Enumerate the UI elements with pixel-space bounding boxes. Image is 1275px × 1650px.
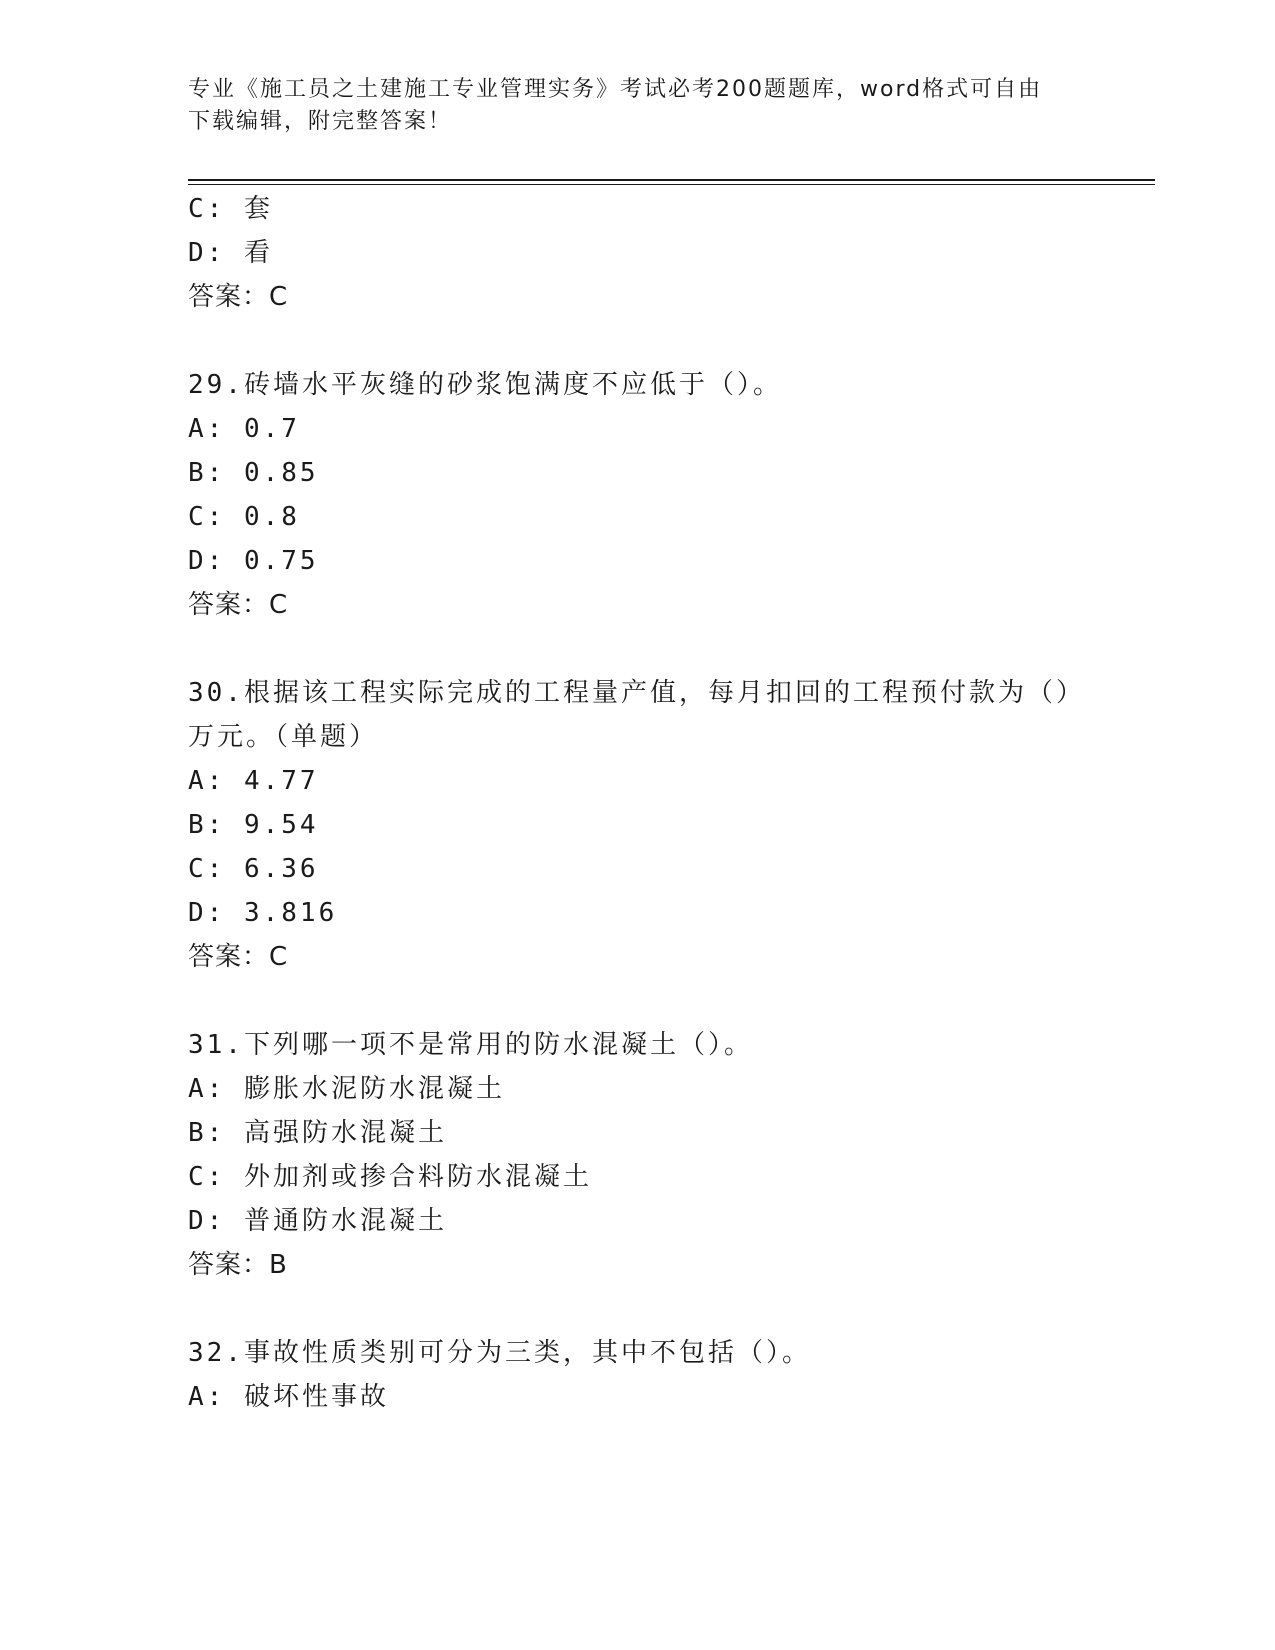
option-d: D: 普通防水混凝土 (188, 1206, 447, 1236)
option-a: A: 4.77 (188, 766, 319, 796)
answer-line: 答案：C (188, 282, 289, 312)
question-31: 31.下列哪一项不是常用的防水混凝土（）。 (188, 1030, 753, 1060)
answer-line: 答案：C (188, 590, 289, 620)
option-c: C: 套 (188, 194, 273, 224)
option-a: A: 破坏性事故 (188, 1382, 389, 1412)
option-d: D: 看 (188, 238, 273, 268)
header-line-2: 下载编辑，附完整答案！ (188, 109, 453, 134)
header-rule-thick (188, 179, 1155, 181)
answer-line: 答案：B (188, 1250, 288, 1280)
question-30-continued: 万元。（单题） (188, 722, 379, 752)
answer-line: 答案：C (188, 942, 289, 972)
option-c: C: 6.36 (188, 854, 319, 884)
question-32: 32.事故性质类别可分为三类，其中不包括（）。 (188, 1338, 811, 1368)
option-a: A: 0.7 (188, 414, 300, 444)
option-d: D: 0.75 (188, 546, 319, 576)
option-b: B: 9.54 (188, 810, 319, 840)
question-29: 29.砖墙水平灰缝的砂浆饱满度不应低于（）。 (188, 370, 782, 400)
option-a: A: 膨胀水泥防水混凝土 (188, 1074, 505, 1104)
header-rule-thin (188, 184, 1155, 185)
option-d: D: 3.816 (188, 898, 338, 928)
document-header (188, 74, 1088, 138)
question-30: 30.根据该工程实际完成的工程量产值，每月扣回的工程预付款为（） (188, 678, 1085, 708)
option-b: B: 0.85 (188, 458, 319, 488)
header-line-1: 专业《施工员之土建施工专业管理实务》考试必考200题题库，word格式可自由 (188, 77, 1043, 102)
option-b: B: 高强防水混凝土 (188, 1118, 447, 1148)
option-c: C: 0.8 (188, 502, 300, 532)
option-c: C: 外加剂或掺合料防水混凝土 (188, 1162, 592, 1192)
